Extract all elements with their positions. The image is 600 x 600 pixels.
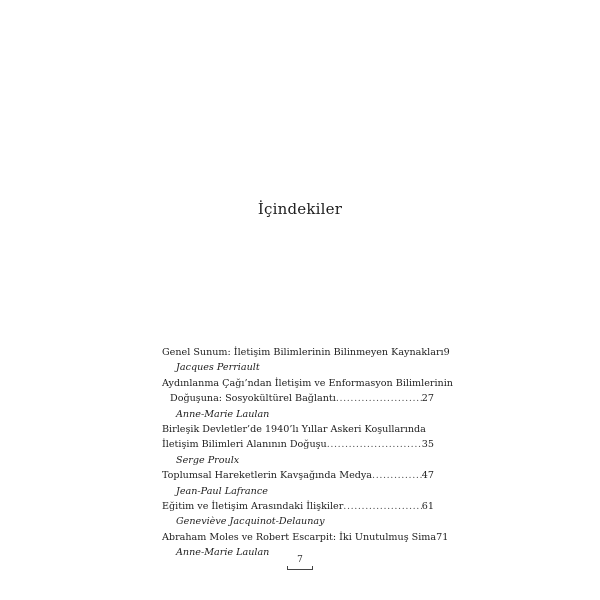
toc-entry-author: Anne-Marie Laulan xyxy=(176,408,270,420)
dot-leader xyxy=(336,391,422,406)
toc-entry-line xyxy=(162,499,434,514)
dot-leader xyxy=(372,468,422,483)
toc-page-number: 71 xyxy=(436,531,449,543)
toc-entry-line xyxy=(162,468,434,483)
toc-entry-title: Aydınlanma Çağı’ndan İletişim ve Enformasyon Bilimlerinin xyxy=(162,377,453,389)
toc-page-number: 35 xyxy=(421,439,434,451)
toc-entry-line xyxy=(162,530,449,545)
toc-entry xyxy=(162,422,434,468)
toc-entry-line xyxy=(162,391,434,406)
toc-entry xyxy=(162,345,450,376)
page-number: 7 xyxy=(297,555,303,565)
toc-page-number: 9 xyxy=(443,347,450,358)
toc-entry-author: Jean-Paul Lafrance xyxy=(176,485,268,497)
toc-entry-title-continued: İletişim Bilimleri Alanının Doğuşu xyxy=(162,439,327,451)
toc-entry-line xyxy=(162,437,434,452)
page-title: İçindekiler xyxy=(257,200,343,218)
page-number-bracket xyxy=(287,569,313,570)
toc-entry-title: Toplumsal Hareketlerin Kavşağında Medya xyxy=(162,470,373,482)
toc-entry-author: Jacques Perriault xyxy=(176,362,260,374)
toc-entry-line xyxy=(162,345,450,360)
toc-entry-title: Birleşik Devletler’de 1940’lı Yıllar Askeri Koşullarında xyxy=(162,424,426,436)
toc-entry-title-continued: Doğuşuna: Sosyokültürel Bağlantı xyxy=(170,393,336,405)
table-of-contents xyxy=(162,345,453,561)
toc-entry-line xyxy=(162,422,434,437)
dot-leader xyxy=(327,437,422,452)
toc-page-number: 61 xyxy=(421,501,434,513)
dot-leader xyxy=(343,499,421,514)
toc-page-number: 27 xyxy=(421,393,434,405)
toc-entry-author: Anne-Marie Laulan xyxy=(176,547,270,559)
toc-entry-author: Geneviève Jacquinot-Delaunay xyxy=(176,516,325,528)
toc-entry xyxy=(162,376,453,422)
toc-entry-title: Abraham Moles ve Robert Escarpit: İki Unutulmuş Sima xyxy=(162,531,437,543)
toc-entry-title: Genel Sunum: İletişim Bilimlerinin Bilinmeyen Kaynakları xyxy=(162,347,444,358)
toc-entry xyxy=(162,468,434,499)
toc-entry-author: Serge Proulx xyxy=(176,454,240,466)
toc-entry-line xyxy=(162,376,453,391)
toc-entry xyxy=(162,499,434,530)
toc-page-number: 47 xyxy=(421,470,434,482)
toc-entry-title: Eğitim ve İletişim Arasındaki İlişkiler xyxy=(162,501,344,513)
